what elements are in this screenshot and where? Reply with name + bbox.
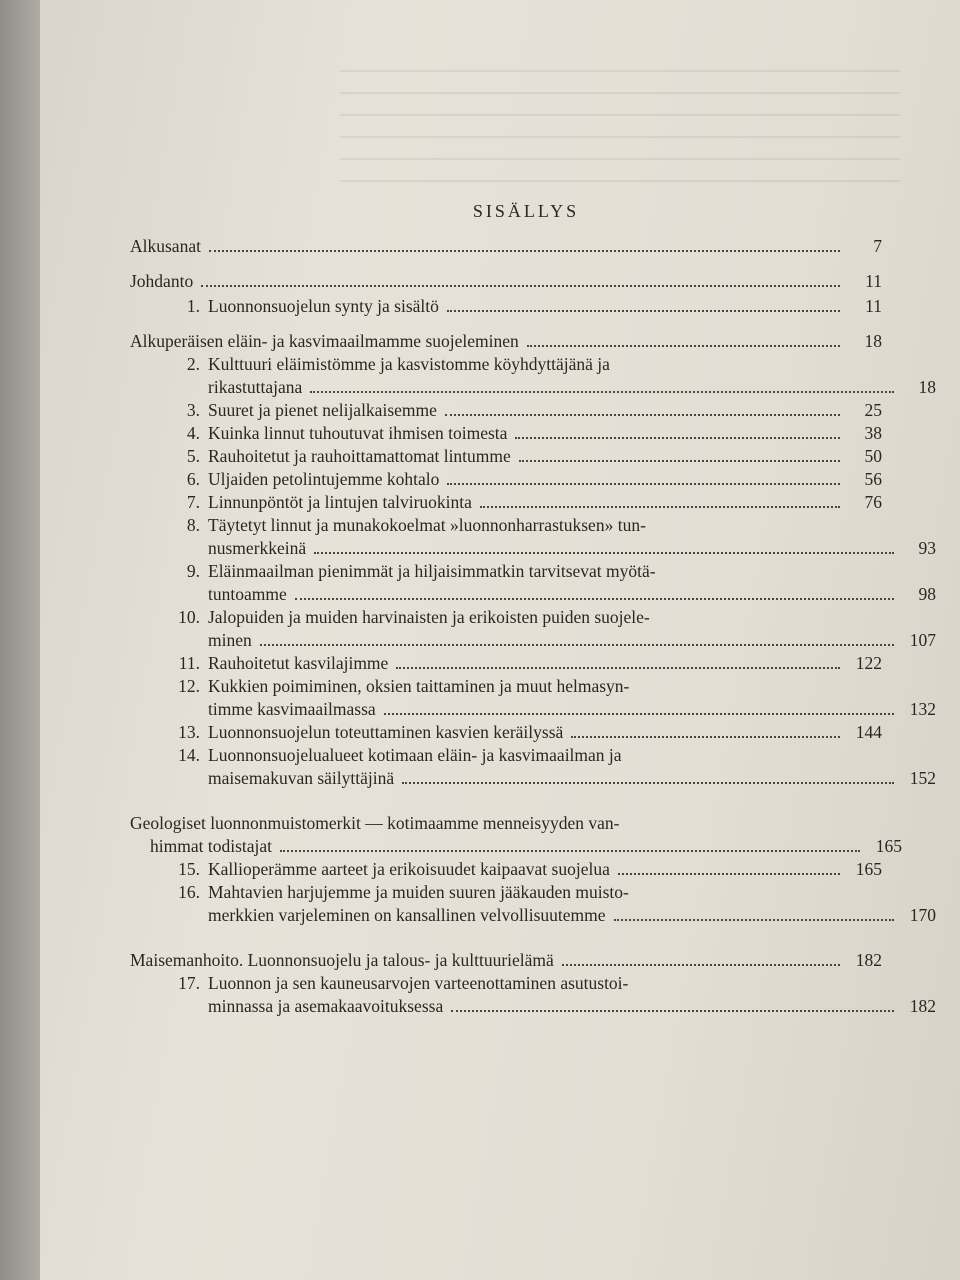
page-number: 25 (864, 400, 882, 420)
toc-chapter-3: 3. Suuret ja pienet nelijalkaisemme 25 (186, 400, 882, 420)
table-of-contents (130, 200, 936, 1018)
page-number: 38 (864, 423, 882, 443)
page-number: 76 (864, 492, 882, 512)
toc-entry-johdanto: Johdanto 11 (130, 271, 882, 291)
page-number: 11 (865, 271, 882, 291)
page-number: 11 (865, 296, 882, 316)
page-number: 93 (918, 538, 936, 558)
toc-chapter-2: 2. Kulttuuri eläimistömme ja kasvistomme köyhdyttäjänä ja rikastuttajana 18 (186, 354, 936, 397)
toc-chapter-8: 8. Täytetyt linnut ja munakokoelmat »luonnonharrastuksen» tun- nusmerkkeinä 93 (186, 515, 936, 558)
toc-chapter-9: 9. Eläinmaailman pienimmät ja hiljaisimmatkin tarvitsevat myötä- tuntoamme 98 (186, 561, 936, 604)
toc-part-geologiset: Geologiset luonnonmuistomerkit — kotimaamme menneisyyden van- himmat todistajat 165 (130, 813, 902, 856)
toc-heading: SISÄLLYS (472, 201, 580, 221)
page-number: 56 (864, 469, 882, 489)
page-number: 144 (855, 722, 882, 742)
toc-chapter-16: 16. Mahtavien harjujemme ja muiden suuren jääkauden muisto- merkkien varjeleminen on kansallinen velvollisuutemme 170 (178, 882, 936, 925)
page-number: 50 (864, 446, 882, 466)
page-number: 182 (855, 950, 882, 970)
toc-chapter-17: 17. Luonnon ja sen kauneusarvojen varteenottaminen asutustoi- minnassa ja asemakaavoituksessa 182 (178, 973, 936, 1016)
toc-chapter-14: 14. Luonnonsuojelualueet kotimaan eläin- ja kasvimaailman ja maisemakuvan säilyttäjinä 152 (178, 745, 936, 788)
page-number: 182 (909, 996, 936, 1016)
page-number: 132 (909, 699, 936, 719)
toc-chapter-6: 6. Uljaiden petolintujemme kohtalo 56 (186, 469, 882, 489)
toc-chapter-1: 1. Luonnonsuojelun synty ja sisältö 11 (186, 296, 882, 316)
toc-chapter-7: 7. Linnunpöntöt ja lintujen talviruokinta 76 (186, 492, 882, 512)
toc-chapter-10: 10. Jalopuiden ja muiden harvinaisten ja erikoisten puiden suojele- minen 107 (178, 607, 936, 650)
page-number: 98 (918, 584, 936, 604)
page-number: 7 (873, 236, 882, 256)
toc-chapter-4: 4. Kuinka linnut tuhoutuvat ihmisen toimesta 38 (186, 423, 882, 443)
page-number: 165 (875, 836, 902, 856)
toc-chapter-12: 12. Kukkien poimiminen, oksien taittaminen ja muut helmasyn- timme kasvimaailmassa 132 (178, 676, 936, 719)
toc-entry-alkusanat: Alkusanat 7 (130, 236, 882, 256)
page-number: 165 (855, 859, 882, 879)
page-number: 122 (855, 653, 882, 673)
page-number: 107 (909, 630, 936, 650)
toc-part-alkuperaisen: Alkuperäisen eläin- ja kasvimaailmamme suojeleminen 18 (130, 331, 882, 351)
toc-part-maisemanhoito: Maisemanhoito. Luonnonsuojelu ja talous- ja kulttuurielämä 182 (130, 950, 882, 970)
toc-chapter-11: 11. Rauhoitetut kasvilajimme 122 (178, 653, 882, 673)
toc-chapter-13: 13. Luonnonsuojelun toteuttaminen kasvien keräilyssä 144 (178, 722, 882, 742)
page-number: 170 (909, 905, 936, 925)
toc-chapter-15: 15. Kallioperämme aarteet ja erikoisuudet kaipaavat suojelua 165 (178, 859, 882, 879)
page-number: 18 (864, 331, 882, 351)
toc-chapter-5: 5. Rauhoitetut ja rauhoittamattomat lintumme 50 (186, 446, 882, 466)
show-through-text (340, 70, 900, 190)
page-number: 152 (909, 768, 936, 788)
page-number: 18 (918, 377, 936, 397)
